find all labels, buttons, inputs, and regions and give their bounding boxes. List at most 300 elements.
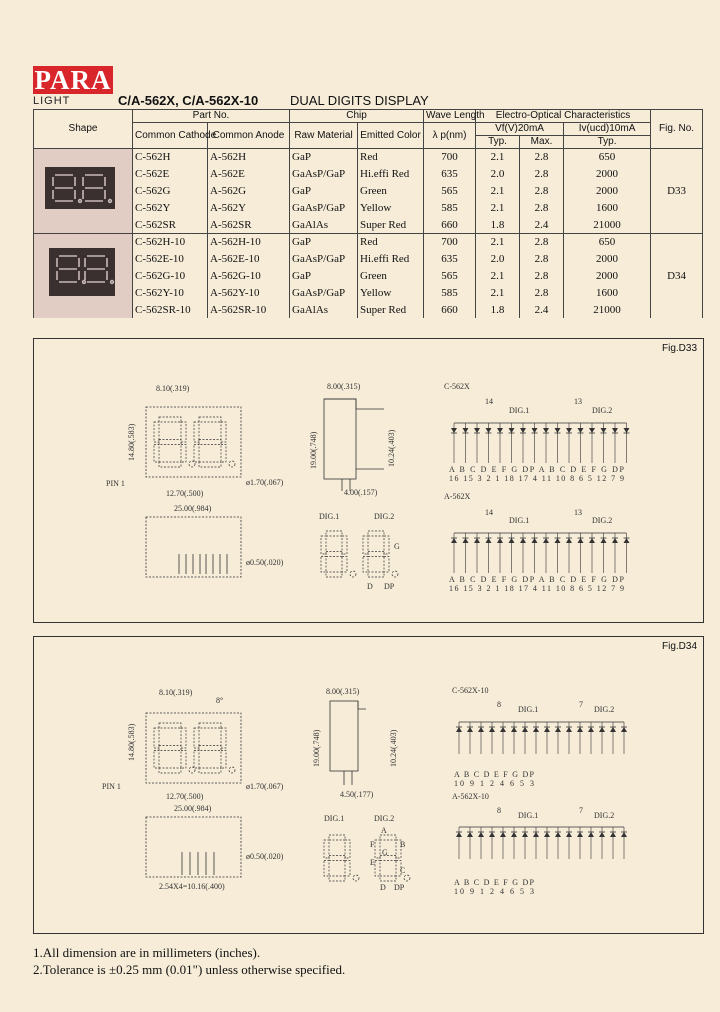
- d34-dim-pin: ø0.50(.020): [246, 852, 284, 861]
- diode-icon: [610, 832, 616, 837]
- diode-icon: [456, 832, 462, 837]
- shape-image-cell: [34, 149, 133, 234]
- d34-pin-8-a: 8: [497, 806, 501, 815]
- diode-icon: [467, 832, 473, 837]
- segment-e: [194, 751, 199, 769]
- d34-seg-dp: DP: [394, 883, 405, 892]
- cell-cathode: C-562G: [133, 183, 208, 200]
- cell-cathode: C-562E-10: [133, 251, 208, 268]
- series-title: C/A-562X, C/A-562X-10: [118, 93, 259, 108]
- note-2: 2.Tolerance is ±0.25 mm (0.01") unless otherwise specified.: [33, 962, 346, 977]
- segment-f: [363, 536, 368, 554]
- d34-pin-label: PIN 1: [102, 782, 121, 791]
- diode-icon: [463, 428, 469, 433]
- diode-icon: [500, 832, 506, 837]
- diode-icon: [599, 727, 605, 732]
- note-1: 1.All dimension are in millimeters (inches).: [33, 945, 261, 960]
- diode-icon: [486, 428, 492, 433]
- cell-iv: 650: [564, 234, 651, 251]
- cell-cathode: C-562SR: [133, 216, 208, 233]
- diode-icon: [566, 538, 572, 543]
- diode-icon: [610, 727, 616, 732]
- diode-icon: [522, 727, 528, 732]
- segment-g: [368, 552, 384, 557]
- d33-pin-14-c: 14: [485, 397, 493, 406]
- d33-pin-13-c: 13: [574, 397, 582, 406]
- d33-dig1: DIG.1: [319, 512, 340, 521]
- segment-a: [380, 835, 396, 840]
- diode-icon: [532, 428, 538, 433]
- cell-vf-typ: 2.0: [476, 166, 520, 183]
- cell-fig-no: D33: [651, 149, 703, 234]
- cell-cathode: C-562SR-10: [133, 301, 208, 318]
- segment-g: [199, 746, 221, 751]
- cell-vf-max: 2.8: [520, 284, 564, 301]
- cell-anode: A-562Y: [208, 199, 290, 216]
- cell-color: Yellow: [358, 284, 424, 301]
- segment-c: [221, 751, 226, 769]
- d34-dig1-c: DIG.1: [518, 705, 539, 714]
- dp-segment: [404, 875, 410, 881]
- d33-map-digit-1: [321, 531, 356, 577]
- cell-anode: A-562H-10: [208, 234, 290, 251]
- cell-vf-typ: 2.1: [476, 268, 520, 285]
- diode-icon: [511, 727, 517, 732]
- segment-e: [375, 861, 380, 877]
- d34-seg-d: D: [380, 883, 386, 892]
- header-wave: Wave Length: [424, 110, 476, 123]
- segment-g: [159, 746, 181, 751]
- segment-f: [324, 840, 329, 858]
- diode-icon: [578, 428, 584, 433]
- shape-image-cell: [34, 234, 133, 319]
- segment-a: [199, 417, 221, 422]
- notes: [33, 944, 345, 978]
- diode-icon: [451, 428, 457, 433]
- d33-map-digit-2: [363, 531, 398, 577]
- segment-c: [181, 751, 186, 769]
- d33-dig2: DIG.2: [374, 512, 395, 521]
- segment-f: [154, 422, 159, 442]
- cell-material: GaP: [290, 234, 358, 251]
- dp-segment: [392, 571, 398, 577]
- header-shape: Shape: [34, 110, 133, 149]
- diode-icon: [555, 428, 561, 433]
- cell-color: Super Red: [358, 301, 424, 318]
- cell-vf-typ: 1.8: [476, 216, 520, 233]
- header-eo: Electro-Optical Characteristics: [476, 110, 651, 123]
- segment-g: [329, 856, 345, 861]
- cell-material: GaP: [290, 149, 358, 166]
- segment-e: [363, 557, 368, 573]
- d33-dim-side-inner: 10.24(.403): [387, 429, 396, 467]
- d33-seg-d: D: [367, 582, 373, 591]
- d34-dim-dp: ø1.70(.067): [246, 782, 284, 791]
- diode-icon: [543, 428, 549, 433]
- dp-segment: [229, 461, 235, 467]
- diode-icon: [478, 832, 484, 837]
- fig-d33-label: Fig.D33: [661, 343, 697, 354]
- logo-para-text: PARA: [34, 65, 112, 95]
- cell-iv: 2000: [564, 268, 651, 285]
- d34-dim-side-inner: 10.24(.403): [389, 729, 398, 767]
- d33-front-digit-1: [154, 417, 195, 467]
- dp-segment: [353, 875, 359, 881]
- diode-icon: [577, 832, 583, 837]
- d34-circuit-a-label: A-562X-10: [452, 792, 489, 801]
- cell-anode: A-562G: [208, 183, 290, 200]
- diode-icon: [520, 538, 526, 543]
- d34-seg-c: C: [400, 866, 406, 875]
- cell-cathode: C-562G-10: [133, 268, 208, 285]
- cell-vf-typ: 2.1: [476, 149, 520, 166]
- header-fig-no: Fig. No.: [651, 110, 703, 149]
- segment-f: [154, 728, 159, 748]
- cell-vf-typ: 2.0: [476, 251, 520, 268]
- cell-color: Yellow: [358, 199, 424, 216]
- cell-iv: 2000: [564, 166, 651, 183]
- diode-icon: [474, 538, 480, 543]
- segment-a: [199, 723, 221, 728]
- d34-seg-e: E: [370, 858, 375, 867]
- cell-iv: 2000: [564, 183, 651, 200]
- para-light-logo: [33, 66, 113, 108]
- d33-front-digits: [154, 417, 235, 467]
- segment-f: [194, 422, 199, 442]
- segment-e: [194, 445, 199, 463]
- cell-vf-max: 2.8: [520, 199, 564, 216]
- d34-dim-top: 8.10(.319): [159, 688, 193, 697]
- diode-icon: [489, 727, 495, 732]
- diode-icon: [621, 832, 627, 837]
- d34-seg-a: A: [381, 826, 387, 835]
- d33-seg-dp: DP: [384, 582, 395, 591]
- d34-map-digit-1: [324, 835, 359, 881]
- cell-cathode: C-562H-10: [133, 234, 208, 251]
- diode-icon: [543, 538, 549, 543]
- cell-color: Hi.effi Red: [358, 166, 424, 183]
- d33-dig2-a: DIG.2: [592, 516, 613, 525]
- d34-bottom-view: [146, 817, 241, 877]
- cell-color: Red: [358, 234, 424, 251]
- header-chip: Chip: [290, 110, 424, 123]
- d33-dim-height: 14.80(.583): [127, 423, 136, 461]
- cell-vf-max: 2.4: [520, 216, 564, 233]
- d34-bottom-pins: [182, 852, 214, 875]
- cell-material: GaAsP/GaP: [290, 166, 358, 183]
- dp-segment: [189, 767, 195, 773]
- table-row: [34, 166, 703, 183]
- display-body: [49, 248, 115, 296]
- table-row: [34, 251, 703, 268]
- diode-icon: [478, 727, 484, 732]
- cell-anode: A-562Y-10: [208, 284, 290, 301]
- segment-d: [380, 876, 396, 881]
- segment-a: [159, 723, 181, 728]
- cell-wave: 660: [424, 301, 476, 318]
- d34-pin-8-c: 8: [497, 700, 501, 709]
- d34-side-view: [330, 701, 366, 785]
- diode-icon: [497, 538, 503, 543]
- cell-fig-no: D34: [651, 234, 703, 319]
- d33-front-view: [146, 407, 241, 477]
- fig-d33-panel: [33, 338, 704, 623]
- cell-iv: 1600: [564, 199, 651, 216]
- d34-dig2: DIG.2: [374, 814, 395, 823]
- d33-front-digit-2: [194, 417, 235, 467]
- diode-icon: [577, 727, 583, 732]
- segment-a: [368, 531, 384, 536]
- cell-color: Hi.effi Red: [358, 251, 424, 268]
- d33-dim-top: 8.10(.319): [156, 384, 190, 393]
- segment-e: [154, 751, 159, 769]
- table-row: [34, 284, 703, 301]
- d33-dim-side-h: 19.00(.748): [309, 431, 318, 469]
- diode-icon: [555, 832, 561, 837]
- diode-icon: [612, 538, 618, 543]
- segment-b: [345, 840, 350, 858]
- segment-g: [159, 440, 181, 445]
- fig-d34-panel: [33, 636, 704, 934]
- d33-dig1-c: DIG.1: [509, 406, 530, 415]
- d33-dim-width: 25.00(.984): [174, 504, 212, 513]
- d34-front-digit-2: [194, 723, 235, 773]
- cell-vf-max: 2.8: [520, 166, 564, 183]
- d34-seg-b: B: [400, 840, 406, 849]
- d33-circuit-a-label: A-562X: [444, 492, 471, 501]
- cell-vf-typ: 2.1: [476, 234, 520, 251]
- cell-cathode: C-562H: [133, 149, 208, 166]
- segment-a: [159, 417, 181, 422]
- diode-icon: [566, 428, 572, 433]
- d34-seg-g: G: [382, 848, 388, 857]
- cell-material: GaAlAs: [290, 216, 358, 233]
- cell-vf-max: 2.8: [520, 251, 564, 268]
- segment-g: [199, 440, 221, 445]
- segment-c: [384, 557, 389, 573]
- diode-icon: [578, 538, 584, 543]
- segment-d: [159, 768, 181, 773]
- diode-icon: [509, 538, 515, 543]
- cell-vf-max: 2.8: [520, 183, 564, 200]
- d34-dig2-a: DIG.2: [594, 811, 615, 820]
- d34-segs-c: A B C D E F G DP: [454, 770, 534, 779]
- display-photo-icon: [35, 149, 131, 229]
- table-row: [34, 234, 703, 251]
- cell-material: GaP: [290, 268, 358, 285]
- table-row: [34, 268, 703, 285]
- diode-icon: [588, 727, 594, 732]
- diode-icon: [621, 727, 627, 732]
- header-raw-material: Raw Material: [290, 123, 358, 149]
- cell-color: Green: [358, 183, 424, 200]
- d33-side-view: [324, 399, 384, 491]
- d33-dig1-a: DIG.1: [509, 516, 530, 525]
- display-photo-icon: [35, 234, 131, 314]
- cell-material: GaAsP/GaP: [290, 199, 358, 216]
- d33-pin-14-a: 14: [485, 508, 493, 517]
- d34-circuit-cathode: [456, 722, 627, 754]
- table-row: [34, 216, 703, 233]
- segment-d: [159, 462, 181, 467]
- diode-icon: [533, 727, 539, 732]
- cell-iv: 21000: [564, 301, 651, 318]
- diode-icon: [497, 428, 503, 433]
- d34-dig2-c: DIG.2: [594, 705, 615, 714]
- d33-dim-side-w: 8.00(.315): [327, 382, 361, 391]
- d34-dim-height: 14.80(.583): [127, 723, 136, 761]
- cell-vf-max: 2.8: [520, 234, 564, 251]
- cell-cathode: C-562Y: [133, 199, 208, 216]
- dp-segment: [350, 571, 356, 577]
- diode-icon: [612, 428, 618, 433]
- fig-d34-drawing: [34, 637, 703, 933]
- d34-dig1: DIG.1: [324, 814, 345, 823]
- cell-wave: 700: [424, 149, 476, 166]
- cell-cathode: C-562Y-10: [133, 284, 208, 301]
- diode-icon: [589, 538, 595, 543]
- diode-icon: [509, 428, 515, 433]
- diode-icon: [589, 428, 595, 433]
- diode-icon: [601, 538, 607, 543]
- header-wave-unit: λ p(nm): [424, 123, 476, 149]
- d34-segment-map: [324, 835, 410, 881]
- diode-icon: [624, 538, 630, 543]
- segment-d: [199, 768, 221, 773]
- header-iv: Iv(ucd)10mA: [564, 123, 651, 136]
- cell-anode: A-562H: [208, 149, 290, 166]
- d34-front-view: [146, 713, 241, 783]
- table-row: [34, 149, 703, 166]
- segment-f: [321, 536, 326, 554]
- d33-pin-label: PIN 1: [106, 479, 125, 488]
- cell-iv: 21000: [564, 216, 651, 233]
- header-part-no: Part No.: [133, 110, 290, 123]
- cell-color: Red: [358, 149, 424, 166]
- d34-dim-pins: 2.54X4=10.16(.400): [159, 882, 225, 891]
- logo-light-text: LIGHT: [33, 95, 71, 107]
- d34-dim-side-bottom: 4.50(.177): [340, 790, 374, 799]
- d33-dim-pitch: 12.70(.500): [166, 489, 204, 498]
- d33-pins-a: 16 15 3 2 1 18 17 4 11 10 8 6 5 12 7 9: [449, 584, 624, 593]
- cell-material: GaAsP/GaP: [290, 284, 358, 301]
- header-vf: Vf(V)20mA: [476, 123, 564, 136]
- d34-segs-a: A B C D E F G DP: [454, 878, 534, 887]
- diode-icon: [451, 538, 457, 543]
- segment-d: [199, 462, 221, 467]
- cell-wave: 565: [424, 183, 476, 200]
- d33-dim-dp: ø1.70(.067): [246, 478, 284, 487]
- cell-iv: 1600: [564, 284, 651, 301]
- cell-anode: A-562E: [208, 166, 290, 183]
- d34-dim-side-h: 19.00(.748): [312, 729, 321, 767]
- segment-c: [345, 861, 350, 877]
- segment-e: [154, 445, 159, 463]
- segment-b: [384, 536, 389, 554]
- d33-circuit-anode: [451, 533, 630, 573]
- cell-color: Super Red: [358, 216, 424, 233]
- diode-icon: [555, 727, 561, 732]
- cell-wave: 585: [424, 284, 476, 301]
- table-row: [34, 199, 703, 216]
- d34-pin-7-c: 7: [579, 700, 583, 709]
- segment-g: [326, 552, 342, 557]
- segment-f: [194, 728, 199, 748]
- d34-front-digit-1: [154, 723, 195, 773]
- diode-icon: [588, 832, 594, 837]
- diode-icon: [486, 538, 492, 543]
- cell-vf-typ: 2.1: [476, 199, 520, 216]
- segment-b: [221, 728, 226, 748]
- spec-table: [33, 109, 703, 318]
- fig-d33-drawing: [34, 339, 703, 622]
- d34-dim-width: 25.00(.984): [174, 804, 212, 813]
- diode-icon: [467, 727, 473, 732]
- d33-bottom-pins: [179, 554, 227, 574]
- d34-dim-side-w: 8.00(.315): [326, 687, 360, 696]
- segment-e: [321, 557, 326, 573]
- d34-pin-7-a: 7: [579, 806, 583, 815]
- diode-icon: [456, 727, 462, 732]
- diode-icon: [532, 538, 538, 543]
- d33-seg-g: G: [394, 542, 400, 551]
- d34-pins-a: 10 9 1 2 4 6 5 3: [454, 887, 534, 896]
- cell-vf-typ: 2.1: [476, 284, 520, 301]
- cell-anode: A-562SR: [208, 216, 290, 233]
- diode-icon: [463, 538, 469, 543]
- dp-segment: [189, 461, 195, 467]
- diode-icon: [522, 832, 528, 837]
- diode-icon: [533, 832, 539, 837]
- segment-a: [329, 835, 345, 840]
- d33-segment-map: [321, 531, 398, 577]
- d34-dig1-a: DIG.1: [518, 811, 539, 820]
- diode-icon: [474, 428, 480, 433]
- cell-wave: 700: [424, 234, 476, 251]
- d34-front-digits: [154, 723, 235, 773]
- cell-iv: 2000: [564, 251, 651, 268]
- cell-anode: A-562E-10: [208, 251, 290, 268]
- cell-material: GaAsP/GaP: [290, 251, 358, 268]
- diode-icon: [601, 428, 607, 433]
- table-row: [34, 183, 703, 200]
- diode-icon: [624, 428, 630, 433]
- diode-icon: [520, 428, 526, 433]
- segment-b: [181, 728, 186, 748]
- d33-circuit-c-label: C-562X: [444, 382, 470, 391]
- cell-vf-typ: 2.1: [476, 183, 520, 200]
- header-iv-typ: Typ.: [564, 136, 651, 149]
- d34-circuit-c-label: C-562X-10: [452, 686, 489, 695]
- cell-material: GaP: [290, 183, 358, 200]
- segment-d: [329, 876, 345, 881]
- d33-segs-c: A B C D E F G DP A B C D E F G DP: [449, 465, 624, 474]
- d33-pin-13-a: 13: [574, 508, 582, 517]
- segment-b: [181, 422, 186, 442]
- cell-wave: 660: [424, 216, 476, 233]
- cell-vf-max: 2.8: [520, 268, 564, 285]
- fig-d34-label: Fig.D34: [661, 641, 697, 652]
- diode-icon: [544, 832, 550, 837]
- cell-wave: 585: [424, 199, 476, 216]
- cell-iv: 650: [564, 149, 651, 166]
- spec-table-body: [34, 149, 703, 319]
- diode-icon: [566, 727, 572, 732]
- d34-pins-c: 10 9 1 2 4 6 5 3: [454, 779, 534, 788]
- d33-dim-pin: ø0.50(.020): [246, 558, 284, 567]
- d33-dim-side-bottom: 4.00(.157): [344, 488, 378, 497]
- segment-f: [375, 840, 380, 858]
